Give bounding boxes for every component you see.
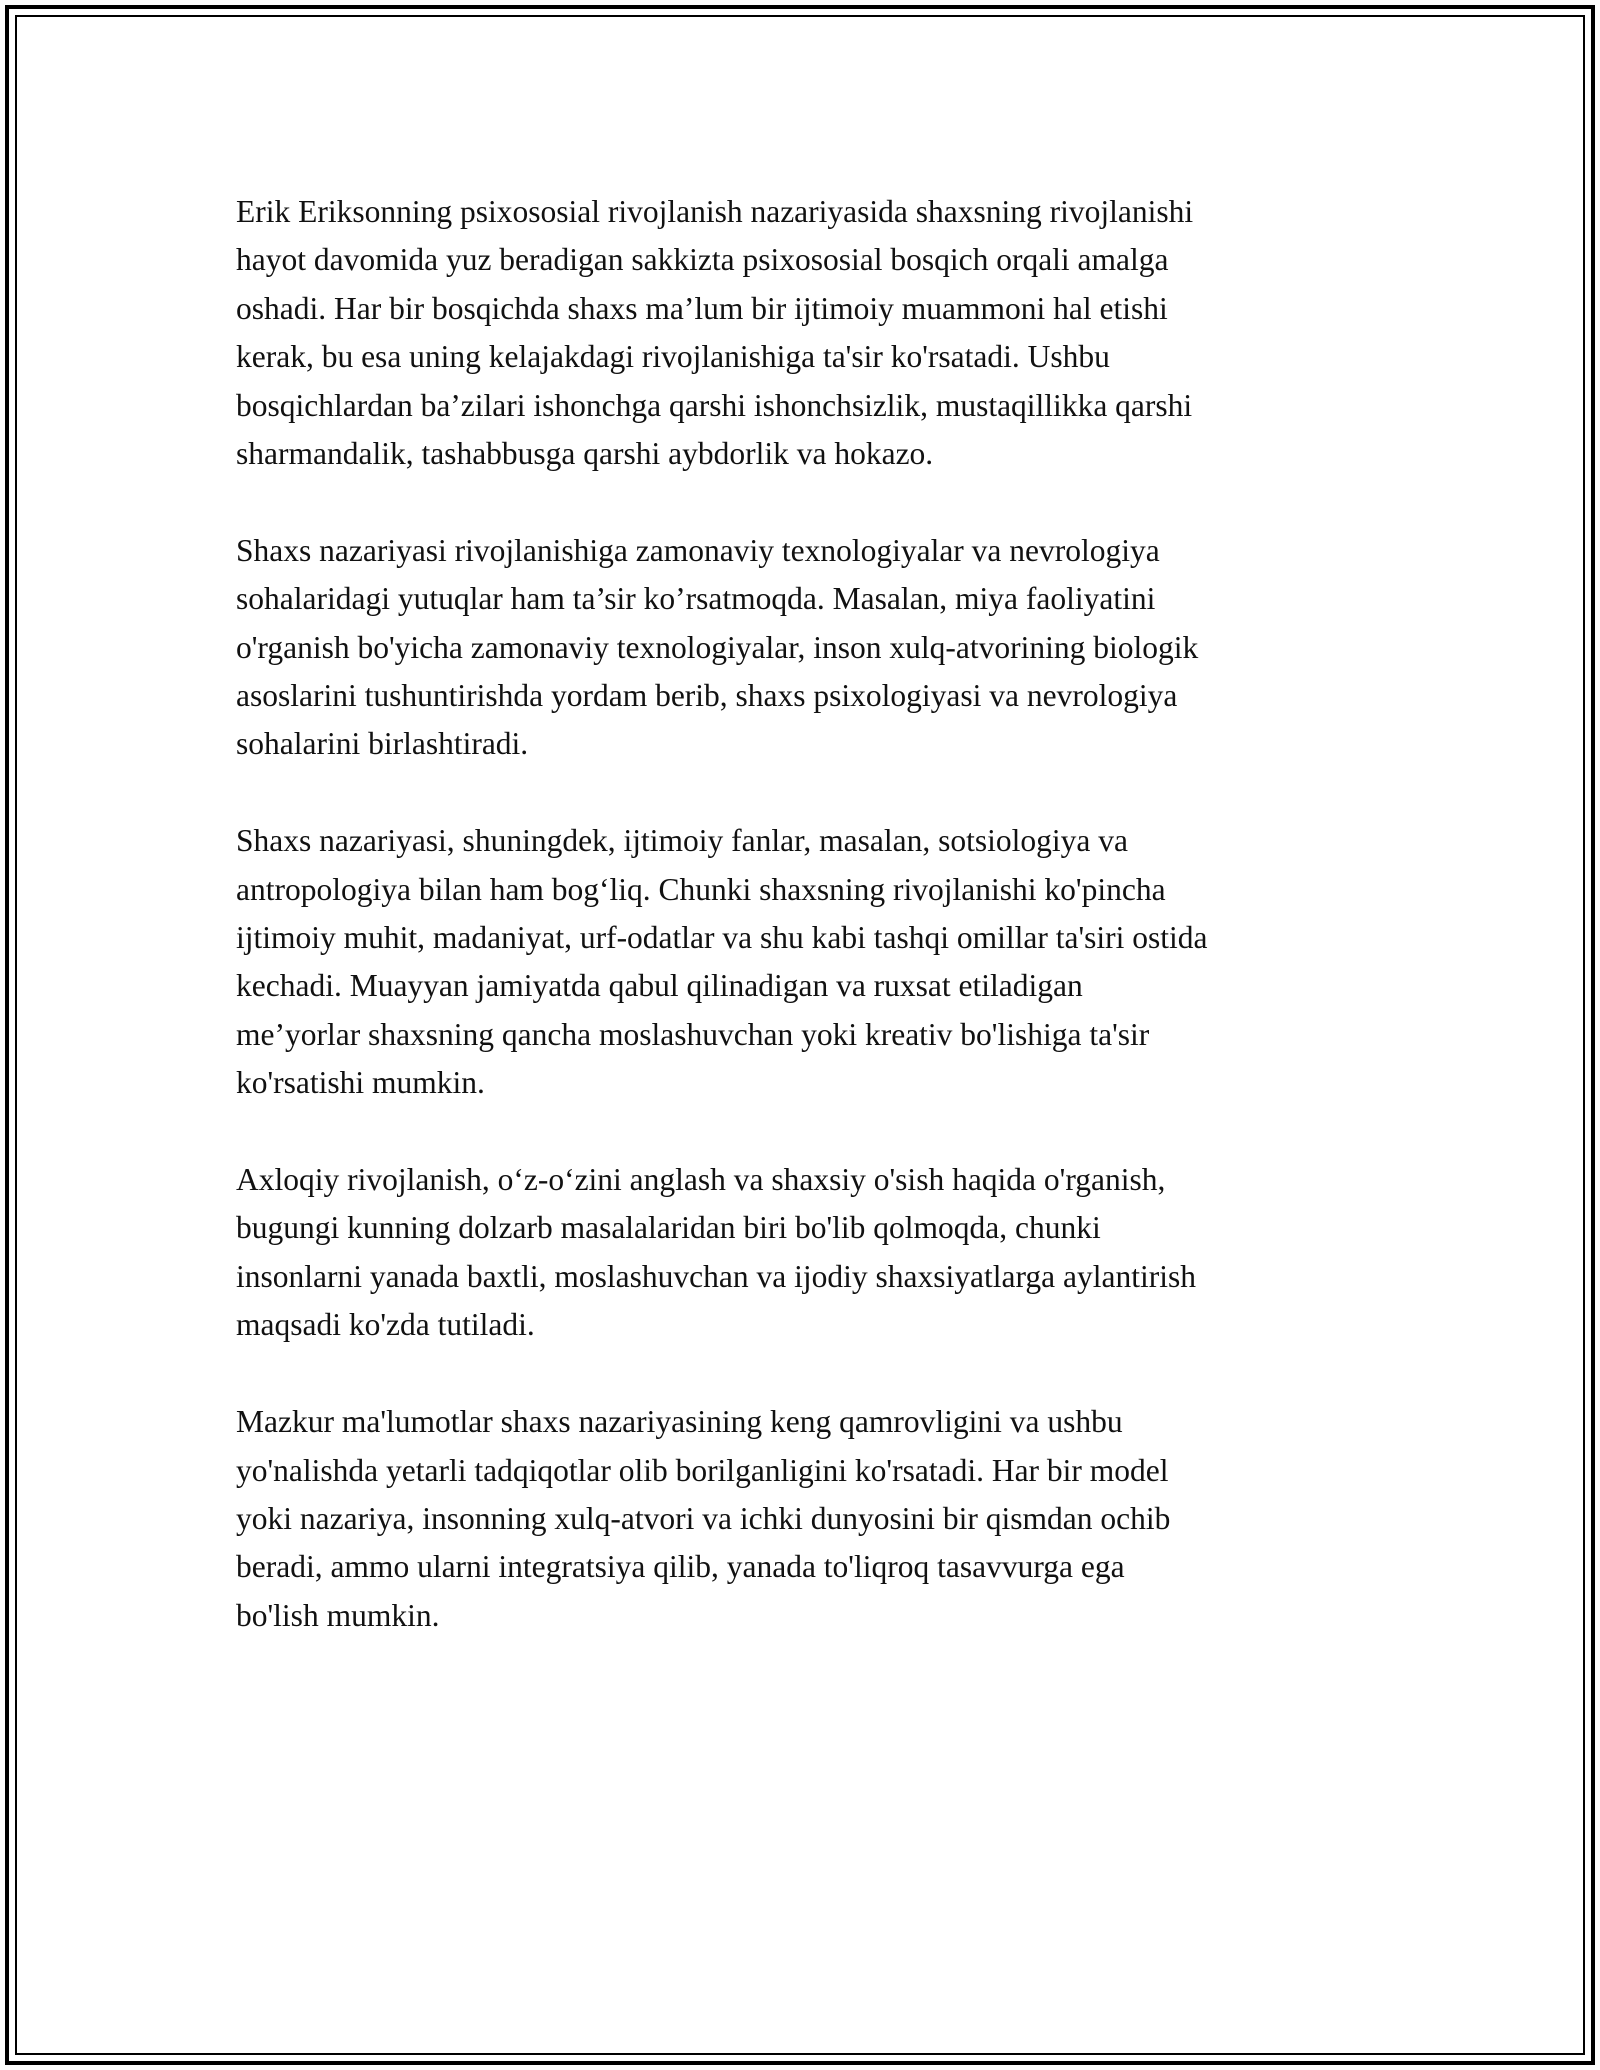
text-line: sharmandalik, tashabbusga qarshi aybdorlik va hokazo. [236, 436, 934, 472]
text-line: bugungi kunning dolzarb masalalaridan biri bo'lib qolmoqda, chunki [236, 1210, 1101, 1246]
text-line: Erik Eriksonning psixososial rivojlanish nazariyasida shaxsning rivojlanishi [236, 194, 1194, 229]
text-line: antropologiya bilan ham bog‘liq. Chunki shaxsning rivojlanishi ko'pincha [236, 871, 1166, 907]
text-line: insonlarni yanada baxtli, moslashuvchan va ijodiy shaxsiyatlarga aylantirish [236, 1258, 1196, 1294]
text-line: Shaxs nazariyasi rivojlanishiga zamonaviy texnologiyalar va nevrologiya [236, 532, 1160, 568]
text-line: oshadi. Har bir bosqichda shaxs ma’lum bir ijtimoiy muammoni hal etishi [236, 290, 1168, 326]
text-line: bo'lish mumkin. [236, 1597, 440, 1633]
text-line: sohalaridagi yutuqlar ham ta’sir ko’rsatmoqda. Masalan, miya faoliyatini [236, 581, 1156, 617]
text-line: yoki nazariya, insonning xulq-atvori va ichki dunyosini bir qismdan ochib [236, 1500, 1171, 1536]
text-line: kerak, bu esa uning kelajakdagi rivojlanishiga ta'sir ko'rsatadi. Ushbu [236, 339, 1110, 375]
paragraph-1 [236, 188, 1386, 478]
text-line: Shaxs nazariyasi, shuningdek, ijtimoiy fanlar, masalan, sotsiologiya va [236, 823, 1128, 859]
text-line: ko'rsatishi mumkin. [236, 1065, 485, 1101]
text-line: maqsadi ko'zda tutiladi. [236, 1307, 535, 1343]
text-line: o'rganish bo'yicha zamonaviy texnologiyalar, inson xulq-atvorining biologik [236, 629, 1199, 665]
text-line: hayot davomida yuz beradigan sakkizta psixososial bosqich orqali amalga [236, 242, 1169, 278]
paragraph-4 [236, 1156, 1386, 1350]
text-line: me’yorlar shaxsning qancha moslashuvchan yoki kreativ bo'lishiga ta'sir [236, 1016, 1150, 1052]
document-body [236, 188, 1386, 1689]
text-line: beradi, ammo ularni integratsiya qilib, yanada to'liqroq tasavvurga ega [236, 1549, 1125, 1585]
text-line: yo'nalishda yetarli tadqiqotlar olib borilganligini ko'rsatadi. Har bir model [236, 1452, 1169, 1488]
text-line: ijtimoiy muhit, madaniyat, urf-odatlar va shu kabi tashqi omillar ta'siri ostida [236, 920, 1208, 956]
text-line: kechadi. Muayyan jamiyatda qabul qilinadigan va ruxsat etiladigan [236, 968, 1083, 1004]
text-line: asoslarini tushuntirishda yordam berib, shaxs psixologiyasi va nevrologiya [236, 678, 1178, 714]
paragraph-3 [236, 817, 1386, 1107]
paragraph-5 [236, 1398, 1386, 1640]
text-line: Axloqiy rivojlanish, o‘z-o‘zini anglash va shaxsiy o'sish haqida o'rganish, [236, 1162, 1166, 1198]
text-line: sohalarini birlashtiradi. [236, 726, 529, 762]
text-line: bosqichlardan ba’zilari ishonchga qarshi ishonchsizlik, mustaqillikka qarshi [236, 387, 1193, 423]
text-line: Mazkur ma'lumotlar shaxs nazariyasining keng qamrovligini va ushbu [236, 1404, 1123, 1440]
paragraph-2 [236, 527, 1386, 769]
